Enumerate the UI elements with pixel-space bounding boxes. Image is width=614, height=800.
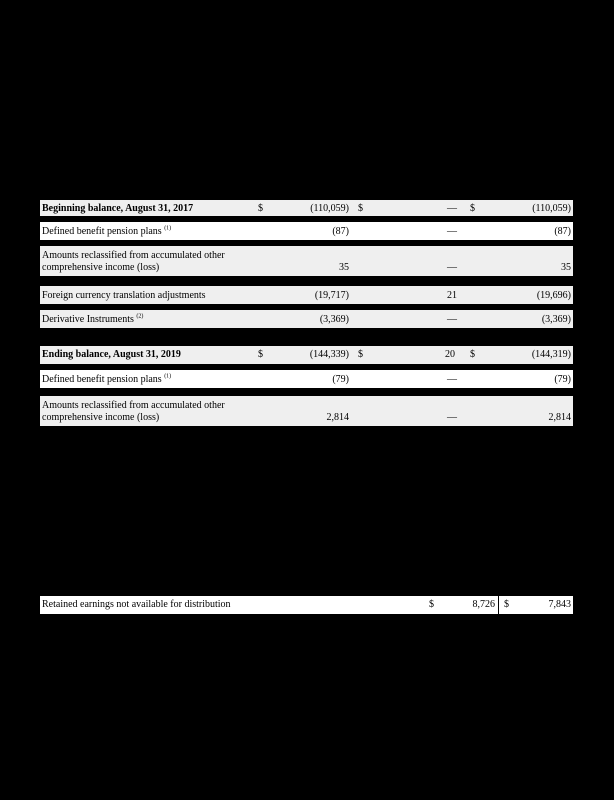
table-row-derivative-instruments <box>40 310 573 328</box>
cell-value: (79) <box>332 374 349 385</box>
cell-value: (19,717) <box>314 290 349 301</box>
row-label-text: Derivative Instruments <box>42 314 134 325</box>
cell-value: 35 <box>561 262 571 273</box>
dollar-sign: $ <box>470 349 475 360</box>
row-label: Beginning balance, August 31, 2017 <box>42 203 194 214</box>
dollar-sign: $ <box>258 349 263 360</box>
dollar-sign: $ <box>504 599 509 610</box>
table-row-defined-benefit-2017 <box>40 222 573 240</box>
row-label: Ending balance, August 31, 2019 <box>42 349 181 360</box>
row-label-text: Defined benefit pension plans <box>42 374 162 385</box>
row-label <box>42 226 171 238</box>
row-label-line2: comprehensive income (loss) <box>42 262 160 273</box>
row-label <box>42 374 171 386</box>
cell-value: — <box>447 262 457 273</box>
row-label: Retained earnings not available for distribution <box>42 599 231 610</box>
cell-value: (3,369) <box>319 314 349 325</box>
dollar-sign: $ <box>470 203 475 214</box>
row-label-line1: Amounts reclassified from accumulated other <box>42 250 225 261</box>
table-row-defined-benefit-2019 <box>40 370 573 388</box>
cell-value: (87) <box>332 226 349 237</box>
cell-value: — <box>447 374 457 385</box>
table-row-retained-earnings <box>40 596 573 614</box>
cell-value: 2,814 <box>326 412 349 423</box>
cell-value: — <box>447 412 457 423</box>
dollar-sign: $ <box>429 599 434 610</box>
table-row-amounts-reclassified-2019 <box>40 396 573 426</box>
table-row-amounts-reclassified-2017 <box>40 246 573 276</box>
table-row-ending-balance-2019 <box>40 346 573 364</box>
row-label-text: Defined benefit pension plans <box>42 226 162 237</box>
cell-value: (110,059) <box>310 203 349 214</box>
footnote-marker: (2) <box>136 313 144 320</box>
table-row-foreign-currency <box>40 286 573 304</box>
cell-value: (144,339) <box>309 349 349 360</box>
cell-value: 35 <box>339 262 349 273</box>
footnote-marker: (1) <box>164 373 172 380</box>
cell-value: 8,726 <box>472 599 495 610</box>
footnote-marker: (1) <box>164 225 172 232</box>
cell-value: — <box>447 226 457 237</box>
dollar-sign: $ <box>358 349 363 360</box>
cell-value: 2,814 <box>548 412 571 423</box>
row-label <box>42 314 143 326</box>
cell-value: — <box>447 203 457 214</box>
column-divider <box>498 596 499 614</box>
cell-value: 20 <box>445 349 455 360</box>
table-row-beginning-balance-2017 <box>40 200 573 216</box>
cell-value: (87) <box>554 226 571 237</box>
cell-value: (79) <box>554 374 571 385</box>
cell-value: (110,059) <box>532 203 571 214</box>
dollar-sign: $ <box>258 203 263 214</box>
cell-value: — <box>447 314 457 325</box>
cell-value: (144,319) <box>531 349 571 360</box>
row-label: Foreign currency translation adjustments <box>42 290 206 301</box>
cell-value: 21 <box>447 290 457 301</box>
cell-value: 7,843 <box>548 599 571 610</box>
dollar-sign: $ <box>358 203 363 214</box>
cell-value: (3,369) <box>541 314 571 325</box>
cell-value: (19,696) <box>536 290 571 301</box>
row-label-line1: Amounts reclassified from accumulated other <box>42 400 225 411</box>
row-label-line2: comprehensive income (loss) <box>42 412 160 423</box>
